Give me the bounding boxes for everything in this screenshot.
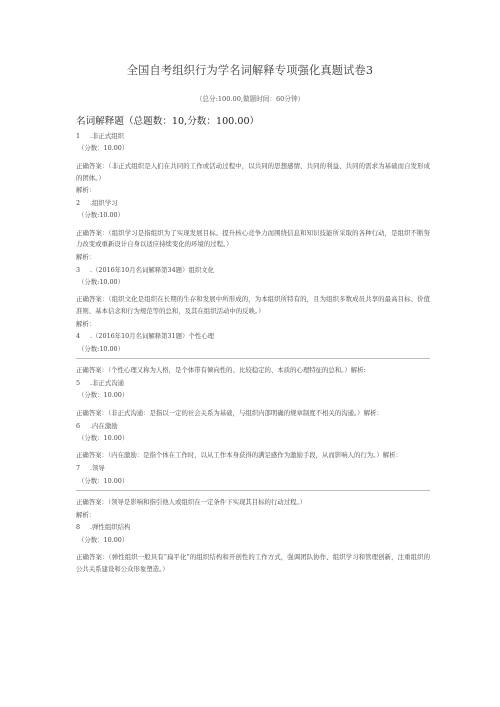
question-item [76, 330, 430, 377]
question-list [76, 130, 430, 576]
analysis-label: 解析： [76, 253, 96, 262]
question-label: .非正式沟通 [90, 379, 124, 388]
divider [76, 490, 430, 491]
question-label: .领导 [90, 464, 105, 473]
question-label: .（2016年10月名词解释第34题）组织文化 [90, 265, 215, 274]
question-item [76, 420, 430, 463]
analysis-label: 解析： [76, 186, 96, 195]
question-score: （分数:10.00） [78, 211, 125, 220]
question-score: （分数:10.00） [78, 278, 125, 287]
question-number: 2 [76, 198, 81, 207]
question-number: 7 [76, 464, 81, 473]
question-number: 8 [76, 523, 81, 532]
question-label: .组织学习 [90, 198, 118, 207]
question-score: （分数：10.00） [78, 434, 129, 443]
correct-answer: 正确答案：（弹性组织一般具有“扁平化”的组织结构和开创性的工作方式，强调团队协作、组织学习和管理创新，注重组织的公共关系建设和公众形象塑造。） [76, 553, 430, 573]
section-heading: 名词解释题（总题数：10,分数：100.00） [76, 116, 260, 127]
question-item [76, 377, 430, 420]
correct-answer: 正确答案：（组织学习是指组织为了实现发展目标、提升核心竞争力而围绕信息和知识技能所采取的各种行动，是组织不断努力改变或重新设计自身以适应持续变化的环境的过程。） [76, 228, 430, 249]
question-title [76, 330, 430, 342]
question-title [76, 377, 430, 389]
question-score: （分数：10.00） [78, 476, 129, 485]
question-item [76, 264, 430, 331]
divider [76, 358, 430, 359]
question-item [76, 130, 430, 197]
question-number: 4 [76, 332, 81, 341]
analysis-label: 解析： [76, 320, 96, 329]
correct-answer: 正确答案：（个性心理又称为人格，是个体带有倾向性的、比较稳定的、本质的心理特征的总和。）解析: [76, 366, 366, 375]
question-title [76, 197, 430, 209]
question-number: 5 [76, 379, 81, 388]
question-label: .（2016年10月名词解释第31题）个性心理 [90, 332, 215, 341]
question-score: （分数：10.00） [78, 535, 129, 544]
question-title [76, 521, 430, 533]
question-item [76, 521, 430, 575]
question-number: 6 [76, 421, 81, 430]
correct-answer: 正确答案：（内在激励：是指个体在工作时，以从工作本身获得的满足感作为激励手段，从而影响人的行为。）解析： [76, 451, 402, 460]
correct-answer: 正确答案：（组织文化是组织在长期的生存和发展中所形成的，为本组织所特有的，且为组织多数成员共享的最高目标、价值准则、基本信念和行为规范等的总和，及其在组织活动中的反映。） [76, 295, 430, 316]
question-score: （分数：10.00） [78, 391, 129, 400]
question-title [76, 420, 430, 432]
question-title [76, 264, 430, 276]
question-number: 3 [76, 265, 81, 274]
question-title [76, 462, 430, 474]
question-item [76, 197, 430, 264]
question-title [76, 130, 430, 142]
exam-meta: （总分:100.00,做题时间：60分钟） [195, 95, 305, 103]
document-title: 全国自考组织行为学名词解释专项强化真题试卷3 [126, 64, 374, 77]
question-score: （分数：10.00） [78, 144, 129, 153]
correct-answer: 正确答案：（领导是影响和指引他人或组织在一定条件下实现其目标的行动过程。） [76, 498, 307, 507]
question-label: .弹性组织结构 [90, 523, 131, 532]
question-label: .非正式组织 [90, 132, 124, 140]
analysis-label: 解析： [76, 510, 96, 519]
question-score: （分数:10.00） [78, 344, 125, 353]
question-number: 1 [76, 132, 81, 140]
question-item [76, 462, 430, 521]
correct-answer: 正确答案：（非正式组织是人们在共同的工作或活动过程中，以共同的思想感情、共同的利益、共同的需求为基础而自发形成的团体。） [76, 161, 430, 182]
correct-answer: 正确答案：（非正式沟通：是指以一定的社会关系为基础，与组织内部明确的规章制度不相关的沟通。）解析： [76, 408, 383, 417]
question-label: .内在激励 [90, 421, 118, 430]
